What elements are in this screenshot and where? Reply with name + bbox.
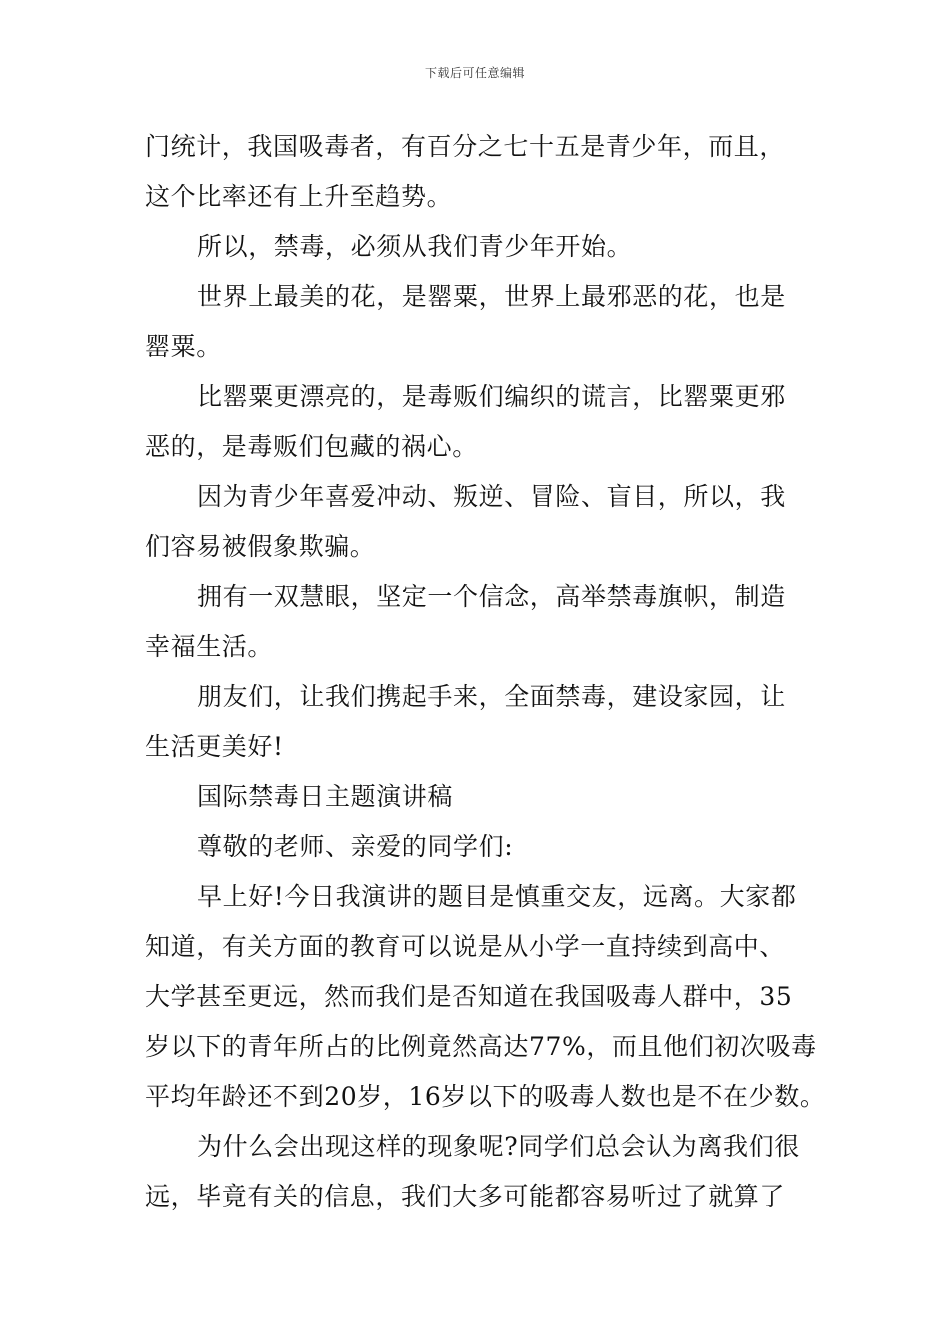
text-line: 比罂粟更漂亮的，是毒贩们编织的谎言，比罂粟更邪 <box>197 382 786 411</box>
text-line: 恶的，是毒贩们包藏的祸心。 <box>145 432 478 461</box>
text-line: 早上好!今日我演讲的题目是慎重交友，远离。大家都 <box>197 882 797 911</box>
header-note: 下载后可任意编辑 <box>424 66 525 80</box>
text-line: 岁以下的青年所占的比例竟然高达77%，而且他们初次吸毒 <box>145 1032 817 1061</box>
text-line: 罂粟。 <box>145 332 222 361</box>
text-line: 因为青少年喜爱冲动、叛逆、冒险、盲目，所以，我 <box>197 482 786 511</box>
text-line: 门统计，我国吸毒者，有百分之七十五是青少年，而且， <box>145 132 786 161</box>
text-line: 远，毕竟有关的信息，我们大多可能都容易听过了就算了 <box>145 1182 786 1211</box>
salutation: 尊敬的老师、亲爱的同学们: <box>197 832 514 861</box>
section-title: 国际禁毒日主题演讲稿 <box>197 782 454 811</box>
text-line: 生活更美好! <box>145 732 284 761</box>
text-line: 大学甚至更远，然而我们是否知道在我国吸毒人群中，35 <box>145 982 793 1011</box>
text-line: 所以，禁毒，必须从我们青少年开始。 <box>197 232 633 261</box>
text-line: 为什么会出现这样的现象呢?同学们总会认为离我们很 <box>197 1132 800 1161</box>
text-line: 知道，有关方面的教育可以说是从小学一直持续到高中、 <box>145 932 786 961</box>
text-line: 平均年龄还不到20岁，16岁以下的吸毒人数也是不在少数。 <box>145 1082 826 1111</box>
text-line: 们容易被假象欺骗。 <box>145 532 376 561</box>
document-body <box>145 122 826 1222</box>
text-line: 这个比率还有上升至趋势。 <box>145 182 453 211</box>
text-line: 朋友们，让我们携起手来，全面禁毒，建设家园，让 <box>197 682 786 711</box>
text-line: 幸福生活。 <box>145 632 274 661</box>
text-line: 拥有一双慧眼，坚定一个信念，高举禁毒旗帜，制造 <box>197 582 786 611</box>
text-line: 世界上最美的花，是罂粟，世界上最邪恶的花，也是 <box>197 282 786 311</box>
